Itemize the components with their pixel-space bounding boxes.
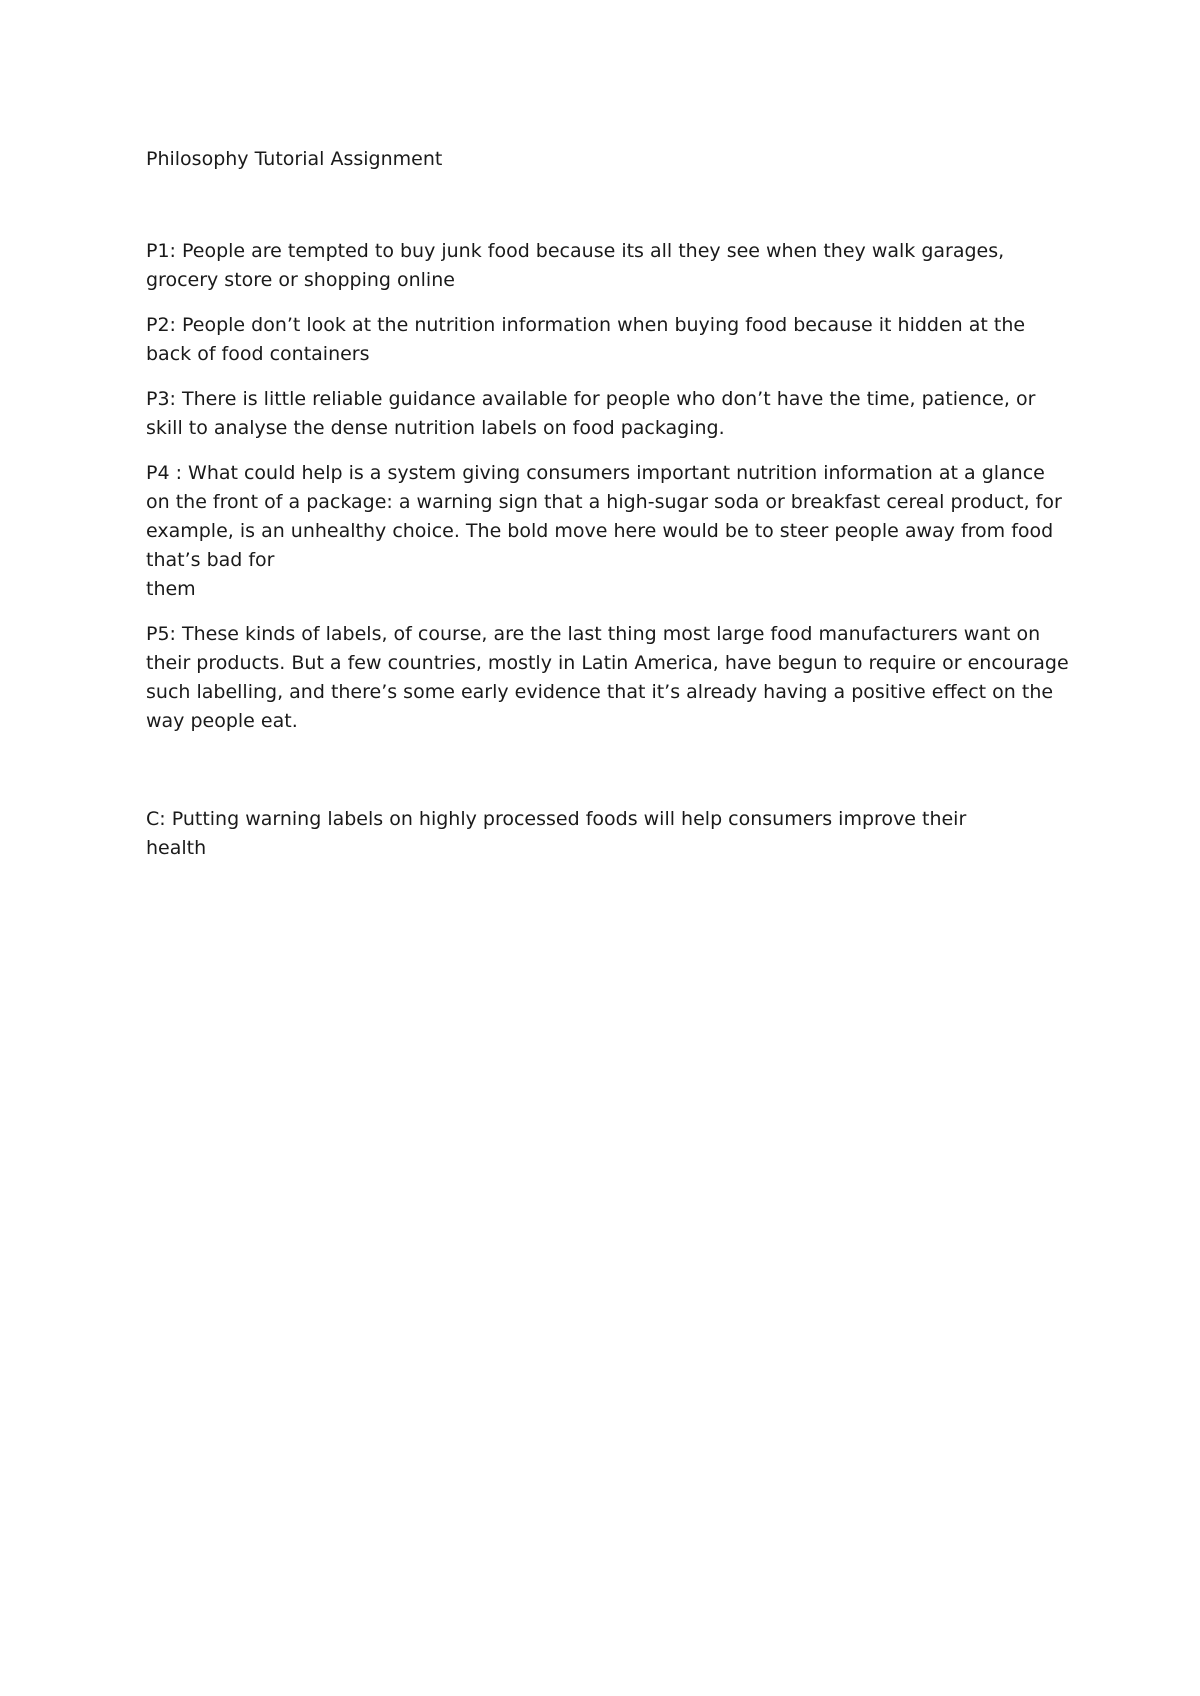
premise-line: example, is an unhealthy choice. The bold move here would be to steer people away from food bbox=[146, 520, 1054, 542]
premise-line: P3: There is little reliable guidance available for people who don’t have the time, patience, or bbox=[146, 388, 1036, 410]
premise-p1 bbox=[146, 237, 1076, 295]
premise-p4 bbox=[146, 459, 1076, 604]
premise-line: on the front of a package: a warning sign that a high-sugar soda or breakfast cereal product, for bbox=[146, 491, 1062, 513]
premise-line: them bbox=[146, 578, 196, 600]
conclusion-line: C: Putting warning labels on highly processed foods will help consumers improve their bbox=[146, 808, 967, 830]
premise-p3 bbox=[146, 385, 1076, 443]
premise-line: that’s bad for bbox=[146, 549, 275, 571]
conclusion bbox=[146, 805, 1076, 863]
document-title: Philosophy Tutorial Assignment bbox=[146, 148, 443, 170]
premise-line: P1: People are tempted to buy junk food because its all they see when they walk garages, bbox=[146, 240, 1005, 262]
premise-line: such labelling, and there’s some early evidence that it’s already having a positive effect on the bbox=[146, 681, 1054, 703]
premise-line: back of food containers bbox=[146, 343, 370, 365]
premise-line: P4 : What could help is a system giving consumers important nutrition information at a glance bbox=[146, 462, 1045, 484]
premises-list bbox=[146, 237, 1076, 752]
conclusion-line: health bbox=[146, 837, 207, 859]
premise-line: P5: These kinds of labels, of course, are the last thing most large food manufacturers want on bbox=[146, 623, 1041, 645]
premise-line: skill to analyse the dense nutrition labels on food packaging. bbox=[146, 417, 725, 439]
premise-p2 bbox=[146, 311, 1076, 369]
premise-line: their products. But a few countries, mostly in Latin America, have begun to require or encourage bbox=[146, 652, 1069, 674]
premise-line: grocery store or shopping online bbox=[146, 269, 455, 291]
premise-p5 bbox=[146, 620, 1076, 736]
premise-line: way people eat. bbox=[146, 710, 298, 732]
premise-line: P2: People don’t look at the nutrition information when buying food because it hidden at the bbox=[146, 314, 1026, 336]
